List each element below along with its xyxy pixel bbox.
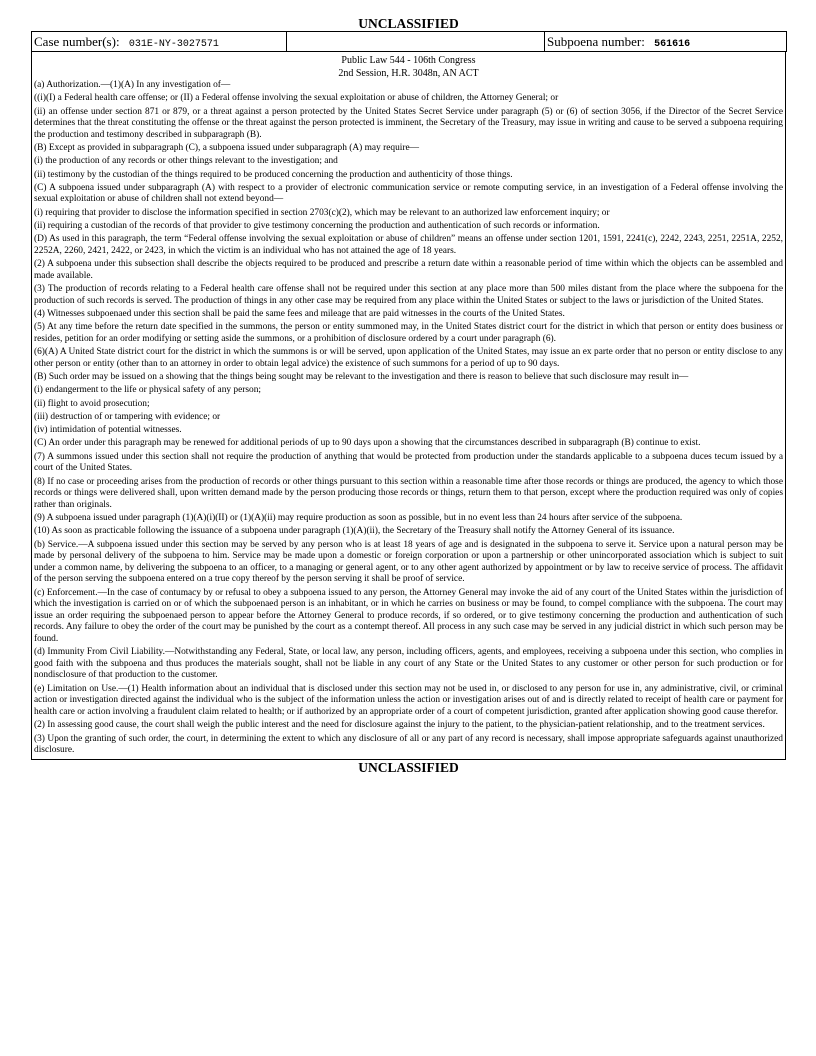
subpoena-number-cell [545, 32, 787, 52]
case-number-value: 031E-NY-3027571 [128, 38, 219, 50]
statute-paragraph: (d) Immunity From Civil Liability.—Notwithstanding any Federal, State, or local law, any person, including officers, agents, and employees, receiving a subpoena under this section, who complies in good faith with the subpoena and thus produces the materials sought, shall not be liable in any court of any State or the United States to any customer or other person for such production or for nondisclosure of that production to the customer. [34, 647, 783, 681]
subpoena-number-value: 561616 [654, 38, 691, 50]
subpoena-number-label: Subpoena number: [547, 33, 645, 49]
statute-paragraph: (i) endangerment to the life or physical safety of any person; [34, 385, 262, 396]
classification-banner-top: UNCLASSIFIED [358, 16, 459, 31]
statute-paragraph: (8) If no case or proceeding arises from the production of records or other things pursuant to this section within a reasonable time after those records or things are produced, the agency to which those records or things were delivered shall, upon written demand made by the person producing those records or things, return them to that person, except where the production required was only of copies rather than originals. [34, 476, 783, 510]
law-subtitle: 2nd Session, H.R. 3048n, AN ACT [338, 68, 479, 79]
statute-paragraph: (D) As used in this paragraph, the term “Federal offense involving the sexual exploitation or abuse of children” means an offense under section 1201, 1591, 2241(c), 2242, 2243, 2251, 2251A, 2252, 2252A, 2260, 2421, 2422, or 2423, in which the victim is an individual who has not attained the age of 18 years. [34, 234, 783, 256]
statute-paragraph: (9) A subpoena issued under paragraph (1)(A)(i)(II) or (1)(A)(ii) may require production as soon as possible, but in no event less than 24 hours after service of the subpoena. [34, 513, 683, 523]
case-number-label: Case number(s): [34, 33, 120, 49]
statute-paragraph: (i) requiring that provider to disclose the information specified in section 2703(c)(2), which may be relevant to an authorized law enforcement inquiry; or [34, 207, 610, 218]
statute-paragraph: (C) A subpoena issued under subparagraph (A) with respect to a provider of electronic communication service or remote computing service, in an investigation of a Federal offense involving the sexual exploitation or abuse of children shall not extend beyond— [34, 182, 783, 205]
statute-paragraph: ((i)(I) a Federal health care offense; or (II) a Federal offense involving the sexual exploitation or abuse of children, the Attorney General; or [34, 93, 559, 104]
statute-paragraph: (2) In assessing good cause, the court shall weigh the public interest and the need for disclosure against the injury to the patient, to the physician-patient relationship, and to the treatment services. [34, 720, 765, 731]
statute-paragraph: (a) Authorization.—(1)(A) In any investigation of— [34, 80, 231, 90]
statute-paragraph: (B) Such order may be issued on a showing that the things being sought may be relevant to the investigation and there is reason to believe that such disclosure may result in— [34, 371, 689, 382]
statute-paragraph: (ii) flight to avoid prosecution; [34, 398, 150, 409]
header-middle-cell [287, 32, 545, 52]
statute-paragraph: (B) Except as provided in subparagraph (C), a subpoena issued under subparagraph (A) may require— [34, 143, 420, 154]
statute-text-box [31, 52, 786, 760]
statute-paragraph: (7) A summons issued under this section shall not require the production of anything that would be protected from production under the standards applicable to a subpoena duces tecum issued by a court of the United States. [34, 451, 783, 474]
statute-paragraph: (ii) testimony by the custodian of the things required to be produced concerning the production and authenticity of those things. [34, 169, 513, 180]
statute-paragraph: (e) Limitation on Use.—(1) Health information about an individual that is disclosed under this section may not be used in, or disclosed to any person for use in, any administrative, civil, or criminal action or investigation directed against the individual who is the subject of the information unless the action or investigation arises out of and is directly related to receipt of health care or payment for health care or action involving a fraudulent claim related to health; or if authorized by an appropriate order of a court of competent jurisdiction, granted after application showing good cause therefor. [34, 683, 783, 717]
statute-paragraph: (b) Service.—A subpoena issued under this section may be served by any person who is at least 18 years of age and is designated in the subpoena to serve it. Service upon a natural person may be made by personal delivery of the subpoena to him. Service may be made upon a domestic or foreign corporation or upon a partnership or other unincorporated association which is subject to suit under a common name, by delivering the subpoena to an officer, to a managing or general agent, or to any other agent authorized by appointment or by law to receive service of process. The affidavit of the person serving the subpoena entered on a true copy thereof by the person serving it shall be proof of service. [34, 539, 783, 585]
statute-paragraph: (C) An order under this paragraph may be renewed for additional periods of up to 90 days upon a showing that the circumstances described in subparagraph (B) continue to exist. [34, 438, 701, 449]
statute-paragraphs [34, 80, 783, 757]
statute-paragraph: (c) Enforcement.—In the case of contumacy by or refusal to obey a subpoena issued to any person, the Attorney General may invoke the aid of any court of the United States within the jurisdiction of which the investigation is carried on or of which the subpoenaed person is an inhabitant, or in which he carries on business or may be found, to compel compliance with the subpoena. The court may issue an order requiring the subpoenaed person to appear before the Attorney General to produce records, if so ordered, or to give testimony concerning the production and authentication of such records. Any failure to obey the order of the court may be punished by the court as a contempt thereof. All process in any such case may be served in any judicial district in which such person may be found. [34, 587, 783, 644]
statute-paragraph: (3) The production of records relating to a Federal health care offense shall not be required under this section at any place more than 500 miles distant from the place where the subpoena for the production of such records is served. The production of things in any other case may be required from any place within the United States or subject to the laws or jurisdiction of the United States. [34, 284, 783, 306]
statute-paragraph: (10) As soon as practicable following the issuance of a subpoena under paragraph (1)(A)(ii), the Secretary of the Treasury shall notify the Attorney General of its issuance. [34, 526, 675, 537]
statute-paragraph: (2) A subpoena under this subsection shall describe the objects required to be produced and prescribe a return date within a reasonable period of time within which the objects can be assembled and made available. [34, 259, 783, 281]
statute-paragraph: (6)(A) A United State district court for the district in which the summons is or will be served, upon application of the United States, may issue an ex parte order that no person or entity disclose to any other person or entity (other than to an attorney in order to obtain legal advice) the existence of such summons for a period of up to 90 days. [34, 347, 783, 369]
statute-paragraph: (iii) destruction of or tampering with evidence; or [34, 411, 221, 422]
classification-banner-bottom: UNCLASSIFIED [358, 759, 459, 775]
law-title: Public Law 544 - 106th Congress [341, 55, 476, 66]
statute-paragraph: (ii) requiring a custodian of the records of that provider to give testimony concerning the production and authentication of such records or information. [34, 221, 600, 232]
statute-paragraph: (3) Upon the granting of such order, the court, in determining the extent to which any disclosure of all or any part of any record is necessary, shall impose appropriate safeguards against unauthorized disclosure. [34, 733, 783, 756]
statute-paragraph: (iv) intimidation of potential witnesses. [34, 425, 182, 436]
case-number-cell [32, 32, 287, 52]
statute-paragraph: (4) Witnesses subpoenaed under this section shall be paid the same fees and mileage that are paid witnesses in the courts of the United States. [34, 308, 565, 319]
document-page [31, 16, 786, 775]
statute-paragraph: (i) the production of any records or other things relevant to the investigation; and [34, 156, 338, 167]
statute-paragraph: (5) At any time before the return date specified in the summons, the person or entity summoned may, in the United States district court for the district in which that person or entity does business or resides, petition for an order modifying or setting aside the summons, or a prohibition of disclosure ordered by a court under paragraph (6). [34, 322, 783, 344]
case-header-table [31, 31, 787, 52]
statute-paragraph: (ii) an offense under section 871 or 879, or a threat against a person protected by the United States Secret Service under paragraph (5) or (6) of section 3056, if the Director of the Secret Service determines that the threat constituting the offense or the threat against the person protected is imminent, the Secretary of the Treasury, may issue in writing and cause to be served a subpoena requiring the production and testimony described in subparagraph (B). [34, 106, 783, 140]
